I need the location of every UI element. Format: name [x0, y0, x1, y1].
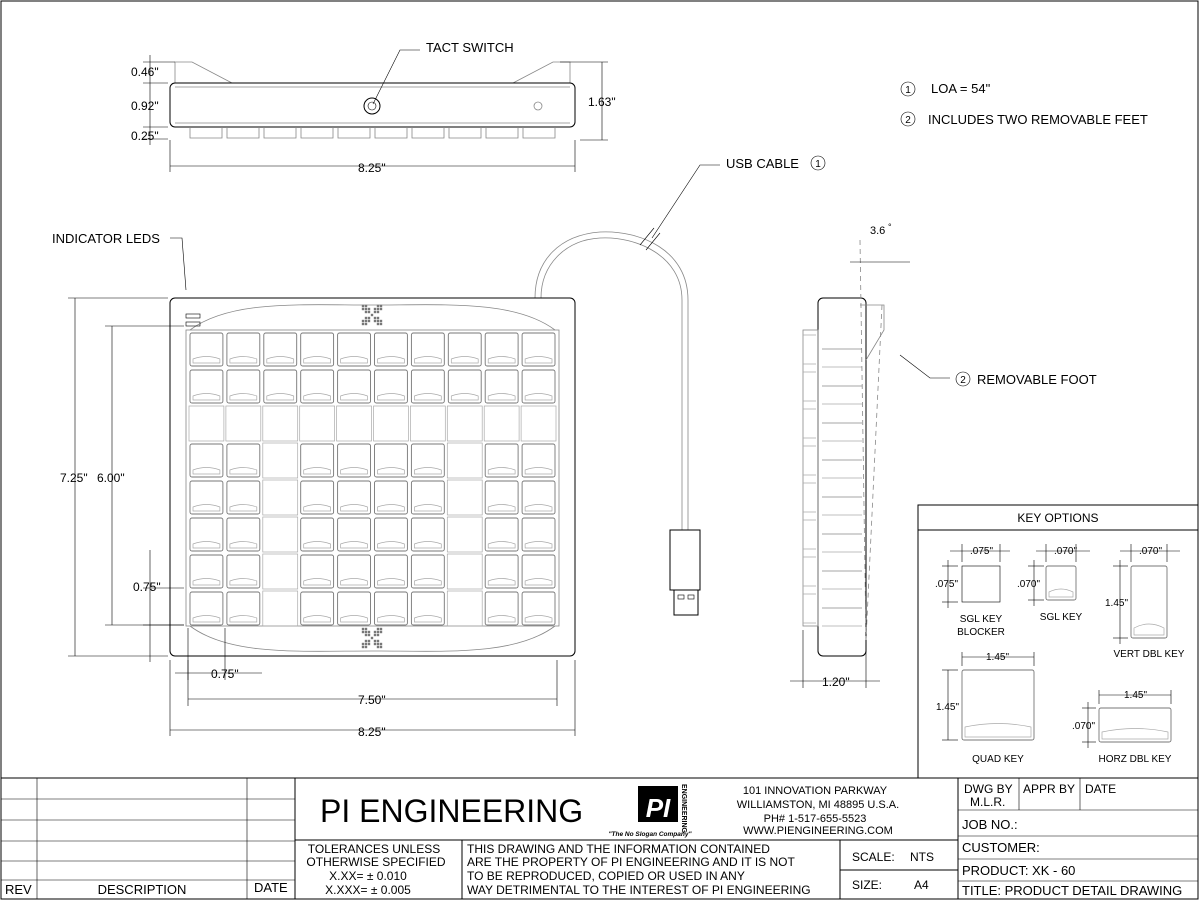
key-cell: [522, 592, 555, 625]
key-cell: [522, 555, 555, 588]
key-cell: [411, 481, 444, 514]
key-cell: [375, 370, 408, 403]
key-cell: [375, 518, 408, 551]
key-cell: [485, 333, 518, 366]
tolerance-4: X.XXX= ± 0.005: [325, 883, 411, 897]
key-cell: [411, 592, 444, 625]
key-cell: [448, 370, 481, 403]
dim-046: 0.46": [131, 65, 159, 79]
key-cell: [375, 592, 408, 625]
key-cell: [190, 481, 223, 514]
key-cell: [521, 406, 556, 441]
vert-h: 1.45": [1105, 598, 1129, 609]
tolerance-3: X.XX= ± 0.010: [329, 869, 407, 883]
key-cell: [189, 406, 224, 441]
angle-unit: °: [888, 222, 892, 232]
dim-025: 0.25": [131, 129, 159, 143]
key-options-panel: [918, 505, 1198, 778]
key-cell: [447, 517, 482, 552]
address-3: PH# 1-517-655-5523: [763, 813, 867, 825]
front-dim-825: 8.25": [358, 725, 386, 739]
horz-w: 1.45": [1124, 690, 1148, 701]
logo-slogan: "The No Slogan Company": [608, 831, 692, 838]
key-cell: [522, 481, 555, 514]
key-cell: [522, 518, 555, 551]
key-cell: [263, 480, 298, 515]
key-cell: [263, 443, 298, 478]
job-no: JOB NO.:: [962, 817, 1018, 832]
key-cell: [411, 370, 444, 403]
blocker-w: .075": [970, 546, 994, 557]
top-view: [131, 40, 616, 175]
key-cell: [263, 517, 298, 552]
rev-header: REV: [5, 882, 32, 897]
dwg-by-label: DWG BY: [964, 782, 1013, 796]
quad-h: 1.45": [936, 702, 960, 713]
key-cell: [264, 370, 297, 403]
key-cell: [263, 591, 298, 626]
key-cell: [411, 333, 444, 366]
key-cell: [485, 592, 518, 625]
key-cell: [374, 406, 409, 441]
key-cell: [484, 406, 519, 441]
key-cell: [190, 555, 223, 588]
key-cell: [301, 555, 334, 588]
usb-cable: [535, 156, 825, 615]
key-cell: [485, 444, 518, 477]
key-cell: [227, 370, 260, 403]
removable-foot-callout: REMOVABLE FOOT: [977, 372, 1097, 387]
key-cell: [301, 518, 334, 551]
indicator-leds-callout: INDICATOR LEDS: [52, 231, 160, 246]
key-cell: [301, 592, 334, 625]
key-cell: [485, 481, 518, 514]
key-cell: [227, 333, 260, 366]
product: PRODUCT: XK - 60: [962, 863, 1076, 878]
key-cell: [485, 518, 518, 551]
logo-side: ENGINEERING: [680, 784, 687, 834]
key-cell: [190, 592, 223, 625]
dim-600: 6.00": [97, 471, 125, 485]
usb-cable-num: 1: [815, 159, 821, 170]
tolerance-1: TOLERANCES UNLESS: [307, 842, 441, 856]
company-name: PI ENGINEERING: [320, 793, 584, 829]
note-1-text: LOA = 54": [931, 81, 991, 96]
key-cell: [411, 444, 444, 477]
blocker-label2: BLOCKER: [957, 627, 1005, 638]
key-cell: [301, 444, 334, 477]
sgl-label: SGL KEY: [1039, 612, 1083, 623]
dwg-by-value: M.L.R.: [970, 795, 1006, 809]
key-cell: [447, 406, 482, 441]
key-cell: [410, 406, 445, 441]
quad-w: 1.45": [986, 652, 1010, 663]
dim-092: 0.92": [131, 99, 159, 113]
key-cell: [485, 370, 518, 403]
key-cell: [338, 592, 371, 625]
key-cell: [227, 518, 260, 551]
key-cell: [338, 481, 371, 514]
key-cell: [263, 554, 298, 589]
key-cell: [338, 370, 371, 403]
blocker-label1: SGL KEY: [959, 614, 1003, 625]
customer: CUSTOMER:: [962, 840, 1040, 855]
drawing-title: TITLE: PRODUCT DETAIL DRAWING: [962, 883, 1183, 898]
key-cell: [522, 333, 555, 366]
blocker-h: .075": [935, 579, 959, 590]
scale-value: NTS: [910, 850, 934, 864]
key-cell: [301, 481, 334, 514]
key-cell: [337, 406, 372, 441]
key-cell: [522, 444, 555, 477]
usb-cable-callout: USB CABLE: [726, 156, 799, 171]
tact-switch-callout: TACT SWITCH: [426, 40, 514, 55]
key-cell: [263, 406, 298, 441]
notice-1: THIS DRAWING AND THE INFORMATION CONTAINED: [467, 842, 770, 856]
vert-label: VERT DBL KEY: [1113, 649, 1185, 660]
key-cell: [447, 554, 482, 589]
horz-label: HORZ DBL KEY: [1098, 754, 1172, 765]
notes: [901, 81, 1148, 127]
key-cell: [447, 443, 482, 478]
key-cell: [522, 370, 555, 403]
quad-label: QUAD KEY: [972, 754, 1024, 765]
key-cell: [375, 444, 408, 477]
key-cell: [411, 555, 444, 588]
key-cell: [301, 370, 334, 403]
key-cell: [190, 370, 223, 403]
vert-w: .070": [1139, 546, 1163, 557]
key-cell: [338, 444, 371, 477]
notice-2: ARE THE PROPERTY OF PI ENGINEERING AND IT IS NOT: [467, 855, 795, 869]
sgl-h: .070": [1017, 579, 1041, 590]
key-cell: [190, 444, 223, 477]
key-cell: [447, 480, 482, 515]
notice-4: WAY DETRIMENTAL TO THE INTEREST OF PI ENGINEERING: [467, 883, 811, 897]
dim-075-v: 0.75": [133, 580, 161, 594]
key-cell: [227, 444, 260, 477]
key-cell: [227, 592, 260, 625]
key-options-title: KEY OPTIONS: [1017, 511, 1099, 525]
notice-3: TO BE REPRODUCED, COPIED OR USED IN ANY: [467, 869, 745, 883]
address-2: WILLIAMSTON, MI 48895 U.S.A.: [736, 799, 900, 811]
key-cell: [338, 333, 371, 366]
logo-text: PI: [645, 793, 671, 823]
key-cell: [264, 333, 297, 366]
key-cell: [448, 333, 481, 366]
description-header: DESCRIPTION: [97, 882, 187, 897]
key-cell: [227, 481, 260, 514]
key-cell: [190, 518, 223, 551]
removable-foot-num: 2: [960, 375, 966, 386]
dim-120: 1.20": [822, 675, 850, 689]
address-4: WWW.PIENGINEERING.COM: [743, 825, 893, 837]
dim-750: 7.50": [358, 693, 386, 707]
dim-163: 1.63": [588, 95, 616, 109]
sgl-w: .070": [1054, 546, 1078, 557]
key-cell: [485, 555, 518, 588]
date-label: DATE: [1085, 782, 1117, 796]
horz-h: .070": [1072, 721, 1096, 732]
scale-label: SCALE:: [852, 850, 895, 864]
size-value: A4: [914, 878, 929, 892]
key-cell: [338, 555, 371, 588]
title-block: [1, 778, 1198, 899]
key-cell: [375, 481, 408, 514]
key-cell: [375, 555, 408, 588]
note-2-num: 2: [905, 115, 911, 126]
key-cell: [300, 406, 335, 441]
appr-by-label: APPR BY: [1023, 782, 1076, 796]
key-cell: [338, 518, 371, 551]
tolerance-2: OTHERWISE SPECIFIED: [306, 855, 446, 869]
size-label: SIZE:: [852, 878, 883, 892]
front-view: [52, 231, 575, 739]
note-1-num: 1: [905, 85, 911, 96]
tact-switch-icon: [364, 98, 380, 114]
company-logo: [608, 784, 692, 838]
dim-075-h: 0.75": [211, 667, 239, 681]
address-1: 101 INNOVATION PARKWAY: [742, 785, 888, 797]
dim-725: 7.25": [60, 471, 88, 485]
key-cell: [411, 518, 444, 551]
key-cell: [227, 555, 260, 588]
key-cell: [375, 333, 408, 366]
key-cell: [190, 333, 223, 366]
note-2-text: INCLUDES TWO REMOVABLE FEET: [928, 112, 1148, 127]
date-header: DATE: [254, 880, 288, 895]
key-cell: [447, 591, 482, 626]
angle-value: 3.6: [870, 225, 886, 237]
top-dim-825: 8.25": [358, 161, 386, 175]
key-cell: [226, 406, 261, 441]
key-cell: [301, 333, 334, 366]
